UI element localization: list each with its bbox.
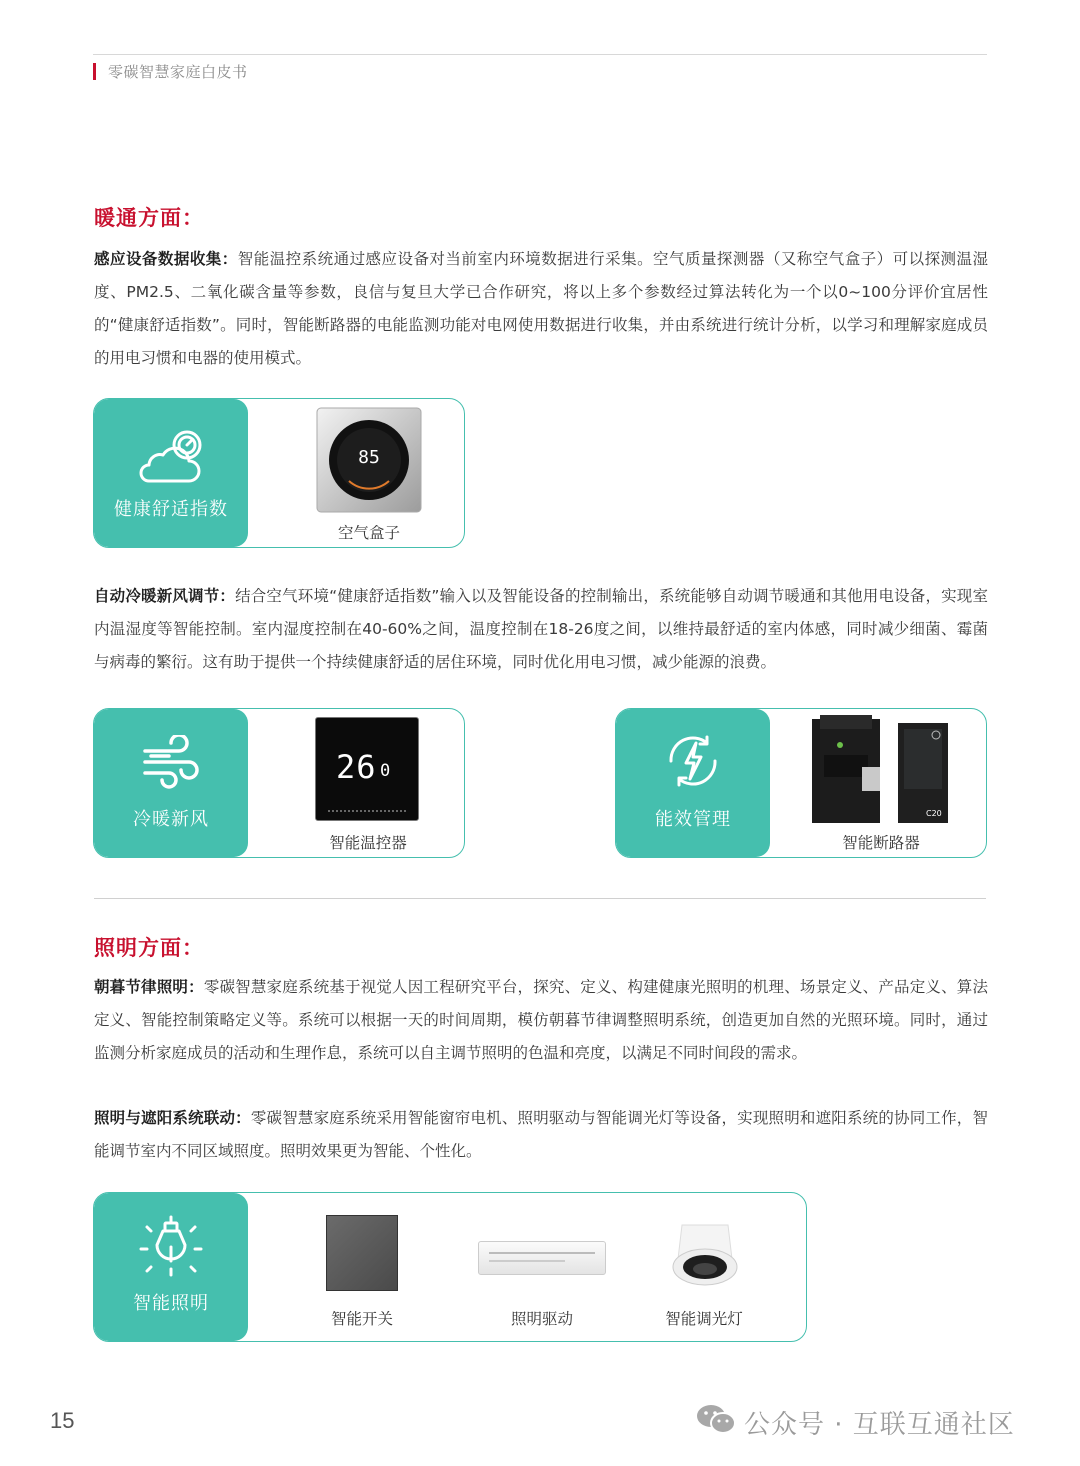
card-tab-label: 健康舒适指数 bbox=[114, 499, 228, 520]
smart-switch-image bbox=[326, 1215, 398, 1291]
card-tab bbox=[616, 709, 770, 857]
card-smart-lighting bbox=[93, 1192, 807, 1342]
breaker-image bbox=[810, 715, 950, 827]
paragraph-heading: 朝暮节律照明： bbox=[94, 978, 204, 996]
paragraph-body: 零碳智慧家庭系统采用智能窗帘电机、照明驱动与智能调光灯等设备，实现照明和遮阳系统的协同工作，智能调节室内不同区域照度。照明效果更为智能、个性化。 bbox=[94, 1109, 988, 1160]
thermostat-image bbox=[315, 717, 419, 821]
header-rule bbox=[93, 54, 987, 55]
product-label-downlight: 智能调光灯 bbox=[665, 1310, 743, 1328]
section-title-lighting: 照明方面： bbox=[94, 936, 204, 960]
wind-icon bbox=[94, 735, 248, 793]
section-divider bbox=[94, 898, 986, 899]
paragraph-circadian-lighting bbox=[94, 971, 988, 1070]
header-accent-bar bbox=[93, 63, 96, 80]
paragraph-lighting-shading bbox=[94, 1102, 988, 1168]
paragraph-body: 零碳智慧家庭系统基于视觉人因工程研究平台，探究、定义、构建健康光照明的机理、场景定义、产品定义、算法定义、智能控制策略定义等。系统可以根据一天的时间周期，模仿朝暮节律调整照明系统，创造更加自然的光照环境。同时，通过监测分析家庭成员的活动和生理作息，系统可以自主调节照明的色温和亮度，以满足不同时间段的需求。 bbox=[94, 978, 988, 1062]
paragraph-body: 结合空气环境“健康舒适指数”输入以及智能设备的控制输出，系统能够自动调节暖通和其他用电设备，实现室内温湿度等智能控制。室内湿度控制在40-60%之间，温度控制在18-26度之间，以维持最舒适的室内体感，同时减少细菌、霉菌与病毒的繁衍。这有助于提供一个持续健康舒适的居住环境，同时优化用电习惯，减少能源的浪费。 bbox=[94, 587, 988, 671]
watermark bbox=[696, 1403, 1015, 1442]
paragraph-data-collection bbox=[94, 243, 988, 375]
card-tab bbox=[94, 709, 248, 857]
breaker-rating-badge: C20 bbox=[926, 809, 942, 818]
card-energy-management bbox=[615, 708, 987, 858]
paragraph-heading: 自动冷暖新风调节： bbox=[94, 587, 236, 605]
dimmable-downlight-image bbox=[670, 1219, 740, 1293]
light-bulb-icon bbox=[94, 1213, 248, 1279]
cloud-gauge-icon bbox=[94, 423, 248, 487]
thermostat-decimal: 0 bbox=[380, 761, 391, 781]
paragraph-body: 智能温控系统通过感应设备对当前室内环境数据进行采集。空气质量探测器（又称空气盒子）可以探测温湿度、PM2.5、二氧化碳含量等参数，良信与复旦大学已合作研究，将以上多个参数经过算法转化为一个以0~100分评价宜居性的“健康舒适指数”。同时，智能断路器的电能监测功能对电网使用数据进行收集，并由系统进行统计分析，以学习和理解家庭成员的用电习惯和电器的使用模式。 bbox=[94, 250, 988, 367]
card-tab-label: 智能照明 bbox=[133, 1293, 209, 1314]
lighting-driver-image bbox=[478, 1241, 606, 1275]
air-box-reading: 85 bbox=[358, 447, 380, 468]
thermostat-reading: 26 bbox=[336, 748, 377, 786]
watermark-text: 公众号 · 互联互通社区 bbox=[744, 1410, 1015, 1440]
paragraph-heading: 感应设备数据收集： bbox=[94, 250, 238, 268]
energy-cycle-icon bbox=[616, 729, 770, 793]
paragraph-heading: 照明与遮阳系统联动： bbox=[94, 1109, 251, 1127]
card-health-comfort bbox=[93, 398, 465, 548]
card-tab-label: 冷暖新风 bbox=[133, 809, 209, 830]
product-label-driver: 照明驱动 bbox=[510, 1310, 573, 1328]
card-tab bbox=[94, 399, 248, 547]
card-tab-label: 能效管理 bbox=[655, 809, 731, 830]
card-ventilation bbox=[93, 708, 465, 858]
product-label-switch: 智能开关 bbox=[330, 1310, 393, 1328]
product-label-air-box: 空气盒子 bbox=[337, 524, 400, 542]
wechat-icon bbox=[696, 1403, 736, 1442]
card-tab bbox=[94, 1193, 248, 1341]
running-header-title: 零碳智慧家庭白皮书 bbox=[108, 63, 248, 81]
section-title-hvac: 暖通方面： bbox=[94, 206, 204, 230]
product-label-breaker: 智能断路器 bbox=[842, 834, 920, 852]
paragraph-auto-climate bbox=[94, 580, 988, 679]
page-number: 15 bbox=[50, 1408, 75, 1433]
air-box-image bbox=[316, 407, 422, 513]
product-label-thermostat: 智能温控器 bbox=[329, 834, 407, 852]
